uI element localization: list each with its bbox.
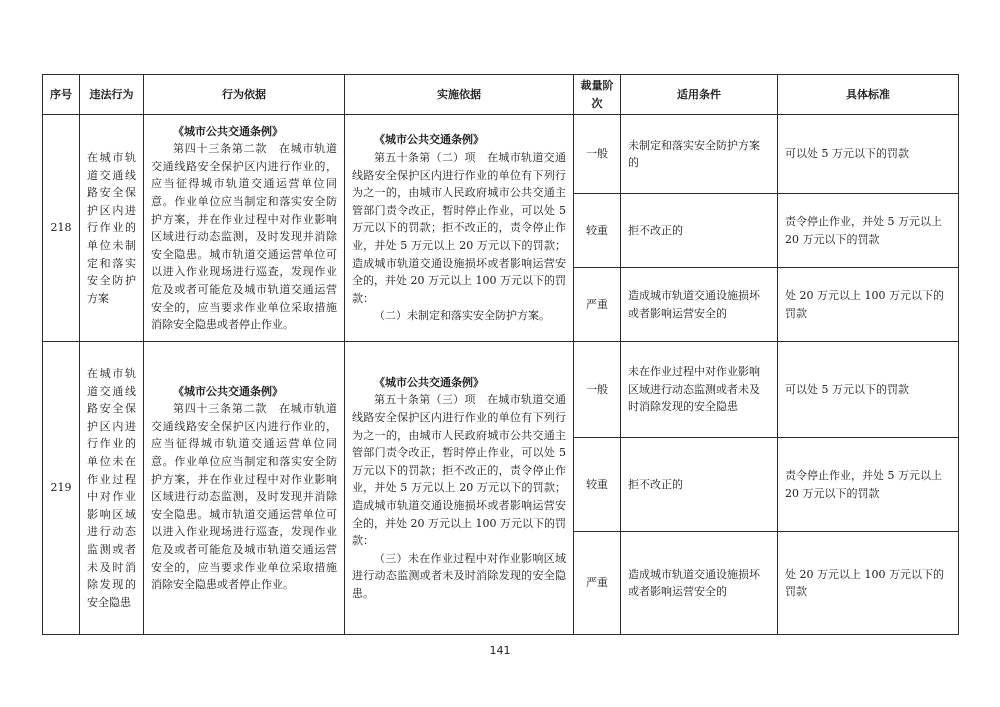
cell-implementation-basis-219	[345, 342, 574, 635]
cell-standard: 处 20 万元以上 100 万元以下的罚款	[778, 268, 959, 342]
regulation-item: （二）未制定和落实安全防护方案。	[374, 309, 550, 323]
table-header-row	[43, 75, 959, 115]
cell-behavior-219: 在城市轨道交通线路安全保护区内进行作业的单位未在作业过程中对作业影响区域进行动态监测或者未及时消除发现的安全隐患	[80, 342, 144, 635]
cell-tier-level: 严重	[574, 268, 621, 342]
cell-implementation-basis-218	[345, 115, 574, 342]
cell-tier-level: 一般	[574, 115, 621, 194]
cell-condition: 未在作业过程中对作业影响区域进行动态监测或者未及时消除发现的安全隐患	[621, 342, 778, 438]
cell-tier-level: 严重	[574, 532, 621, 635]
regulation-title: 《城市公共交通条例》	[374, 133, 484, 147]
cell-condition: 造成城市轨道交通设施损坏或者影响运营安全的	[621, 268, 778, 342]
page-number: 141	[489, 644, 511, 657]
cell-serial-218: 218	[43, 115, 80, 342]
regulation-body: 第五十条第（三）项 在城市轨道交通线路安全保护区内进行作业的单位有下列行为之一的，由城市人民政府城市公共交通主管部门责令改正，暂时停止作业，可以处 5 万元以下的罚款；拒不改正的，责令停止作业，并处 5 万元以上 20 万元以下的罚款；造成城市轨道交通设施损坏或者影响运营安全的，并处 20 万元以上 100 万元以下的罚款：	[352, 393, 566, 548]
cell-tier-level: 一般	[574, 342, 621, 438]
cell-standard: 可以处 5 万元以下的罚款	[778, 342, 959, 438]
cell-tier-level: 较重	[574, 194, 621, 268]
regulation-body: 第五十条第（二）项 在城市轨道交通线路安全保护区内进行作业的单位有下列行为之一的，由城市人民政府城市公共交通主管部门责令改正，暂时停止作业，可以处 5 万元以下的罚款；拒不改正的，责令停止作业，并处 5 万元以上 20 万元以下的罚款；造成城市轨道交通设施损坏或者影响运营安全的，并处 20 万元以上 100 万元以下的罚款：	[352, 151, 566, 305]
header-standard: 具体标准	[778, 75, 959, 115]
cell-tier-level: 较重	[574, 438, 621, 532]
header-condition: 适用条件	[621, 75, 778, 115]
cell-serial-219: 219	[43, 342, 80, 635]
cell-behavior-218: 在城市轨道交通线路安全保护区内进行作业的单位未制定和落实安全防护方案	[80, 115, 144, 342]
header-tier: 裁量阶次	[574, 75, 621, 115]
regulation-body: 第四十三条第二款 在城市轨道交通线路安全保护区内进行作业的，应当征得城市轨道交通运营单位同意。作业单位应当制定和落实安全防护方案，并在作业过程中对作业影响区域进行动态监测，及时发现并消除安全隐患。城市轨道交通运营单位可以进入作业现场进行巡查，发现作业危及或者可能危及城市轨道交通运营安全的，应当要求作业单位采取措施消除安全隐患或者停止作业。	[151, 402, 337, 592]
cell-condition: 拒不改正的	[621, 194, 778, 268]
cell-standard: 责令停止作业，并处 5 万元以上 20 万元以下的罚款	[778, 194, 959, 268]
cell-condition: 拒不改正的	[621, 438, 778, 532]
regulation-title: 《城市公共交通条例》	[173, 124, 283, 138]
header-behavior: 违法行为	[80, 75, 144, 115]
regulation-title: 《城市公共交通条例》	[374, 375, 484, 389]
header-behavior-basis: 行为依据	[144, 75, 345, 115]
table-row	[43, 115, 959, 194]
table-row	[43, 342, 959, 438]
cell-standard: 责令停止作业，并处 5 万元以上 20 万元以下的罚款	[778, 438, 959, 532]
regulation-item: （三）未在作业过程中对作业影响区域进行动态监测或者未及时消除发现的安全隐患。	[352, 551, 566, 600]
regulation-title: 《城市公共交通条例》	[173, 384, 283, 398]
cell-condition: 未制定和落实安全防护方案的	[621, 115, 778, 194]
cell-behavior-basis-219	[144, 342, 345, 635]
header-serial: 序号	[43, 75, 80, 115]
header-implementation-basis: 实施依据	[345, 75, 574, 115]
regulation-body: 第四十三条第二款 在城市轨道交通线路安全保护区内进行作业的，应当征得城市轨道交通运营单位同意。作业单位应当制定和落实安全防护方案，并在作业过程中对作业影响区域进行动态监测，及时发现并消除安全隐患。城市轨道交通运营单位可以进入作业现场进行巡查，发现作业危及或者可能危及城市轨道交通运营安全的，应当要求作业单位采取措施消除安全隐患或者停止作业。	[151, 142, 337, 332]
cell-condition: 造成城市轨道交通设施损坏或者影响运营安全的	[621, 532, 778, 635]
cell-standard: 可以处 5 万元以下的罚款	[778, 115, 959, 194]
penalty-discretion-table	[42, 74, 959, 635]
cell-behavior-basis-218	[144, 115, 345, 342]
cell-standard: 处 20 万元以上 100 万元以下的罚款	[778, 532, 959, 635]
